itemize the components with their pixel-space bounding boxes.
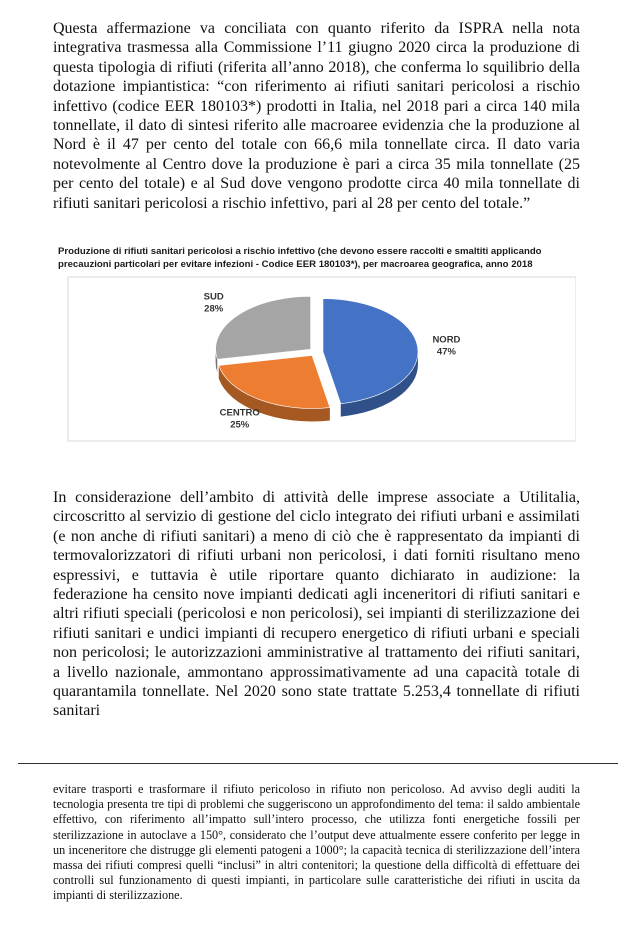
footnote-text: evitare trasporti e trasformare il rifiuto pericoloso in rifiuto non pericoloso. Ad avviso degli auditi la tecnologia presenta tre tipi di problemi che suggeriscono un approfondimento del tema: il saldo ambientale effettivo, con riferimento all’impatto sull’intero processo, che utilizza fonti energetiche fossili per sterilizzazione in autoclave a 150°, considerato che l’output deve attualmente essere conferito per legge in un inceneritore che distrugge gli elementi patogeni a 1000°; la capacità tecnica di sterilizzazione dell’intera massa dei rifiuti compresi quelli “inclusi” in altri contenitori; la questione della difficoltà di effettuare dei controlli sul funzionamento di questi impianti, in particolare sulle caratteristiche dei rifiuti in uscita da impianti di sterilizzazione. bbox=[53, 782, 580, 903]
pie-category-label: SUD bbox=[203, 291, 224, 303]
pie-value-label: 28% bbox=[204, 303, 224, 315]
pie-chart bbox=[58, 246, 576, 442]
pie-slices bbox=[216, 296, 418, 421]
pie-value-label: 47% bbox=[436, 346, 456, 358]
pie-value-label: 25% bbox=[230, 419, 250, 431]
chart-title: Produzione di rifiuti sanitari pericolosi a rischio infettivo (che devono essere raccolti e smaltiti applicando precauzioni particolari per evitare infezioni - Codice EER 180103*), per macroarea geografica, anno 2018 bbox=[58, 246, 542, 270]
body-paragraph: In considerazione dell’ambito di attività delle imprese associate a Utilitalia, circoscritto al servizio di gestione del ciclo integrato dei rifiuti urbani e assimilati (e non anche di rifiuti sanitari) a meno di ciò che è rappresentato da impianti di termovalorizzatori di rifiuti urbani non pericolosi, i dati forniti risultano meno espressivi, e tuttavia è utile riportare quanto dichiarato in audizione: la federazione ha censito nove impianti dedicati agli inceneritori di rifiuti sanitari e altri rifiuti speciali (pericolosi e non pericolosi), sei impianti di sterilizzazione dei rifiuti sanitari e undici impianti di recupero energetico di rifiuti urbani e speciali non pericolosi; le autorizzazioni amministrative al trattamento dei rifiuti sanitari, a livello nazionale, ammontano approssimativamente ad una capacità totale di quarantamila tonnellate. Nel 2020 sono state trattate 5.253,4 tonnellate di rifiuti sanitari bbox=[53, 489, 580, 720]
pie-slice-top bbox=[216, 296, 311, 359]
pie-category-label: NORD bbox=[432, 334, 461, 346]
pie-slice-top bbox=[219, 355, 330, 408]
pie-slice-nord bbox=[323, 299, 418, 417]
footnote-separator bbox=[18, 763, 618, 764]
pie-chart-svg bbox=[58, 246, 576, 442]
body-paragraph: Questa affermazione va conciliata con quanto riferito da ISPRA nella nota integrativa trasmessa alla Commissione l’11 giugno 2020 circa la produzione di questa tipologia di rifiuti (riferita all’anno 2018), che conferma lo squilibrio della dotazione impiantistica: “con riferimento ai rifiuti sanitari pericolosi a rischio infettivo (codice EER 180103*) prodotti in Italia, nel 2018 pari a circa 140 mila tonnellate, il dato di sintesi riferito alle macroaree evidenzia che la produzione al Nord è il 47 per cento del totale con 66,6 mila tonnellate circa. Il dato varia notevolmente al Centro dove la produzione è pari a circa 35 mila tonnellate (25 per cento del totale) e al Sud dove vengono prodotte circa 40 mila tonnellate di rifiuti sanitari pericolosi a rischio infettivo, pari al 28 per cento del totale.” bbox=[53, 20, 580, 212]
pie-category-label: CENTRO bbox=[219, 407, 260, 419]
